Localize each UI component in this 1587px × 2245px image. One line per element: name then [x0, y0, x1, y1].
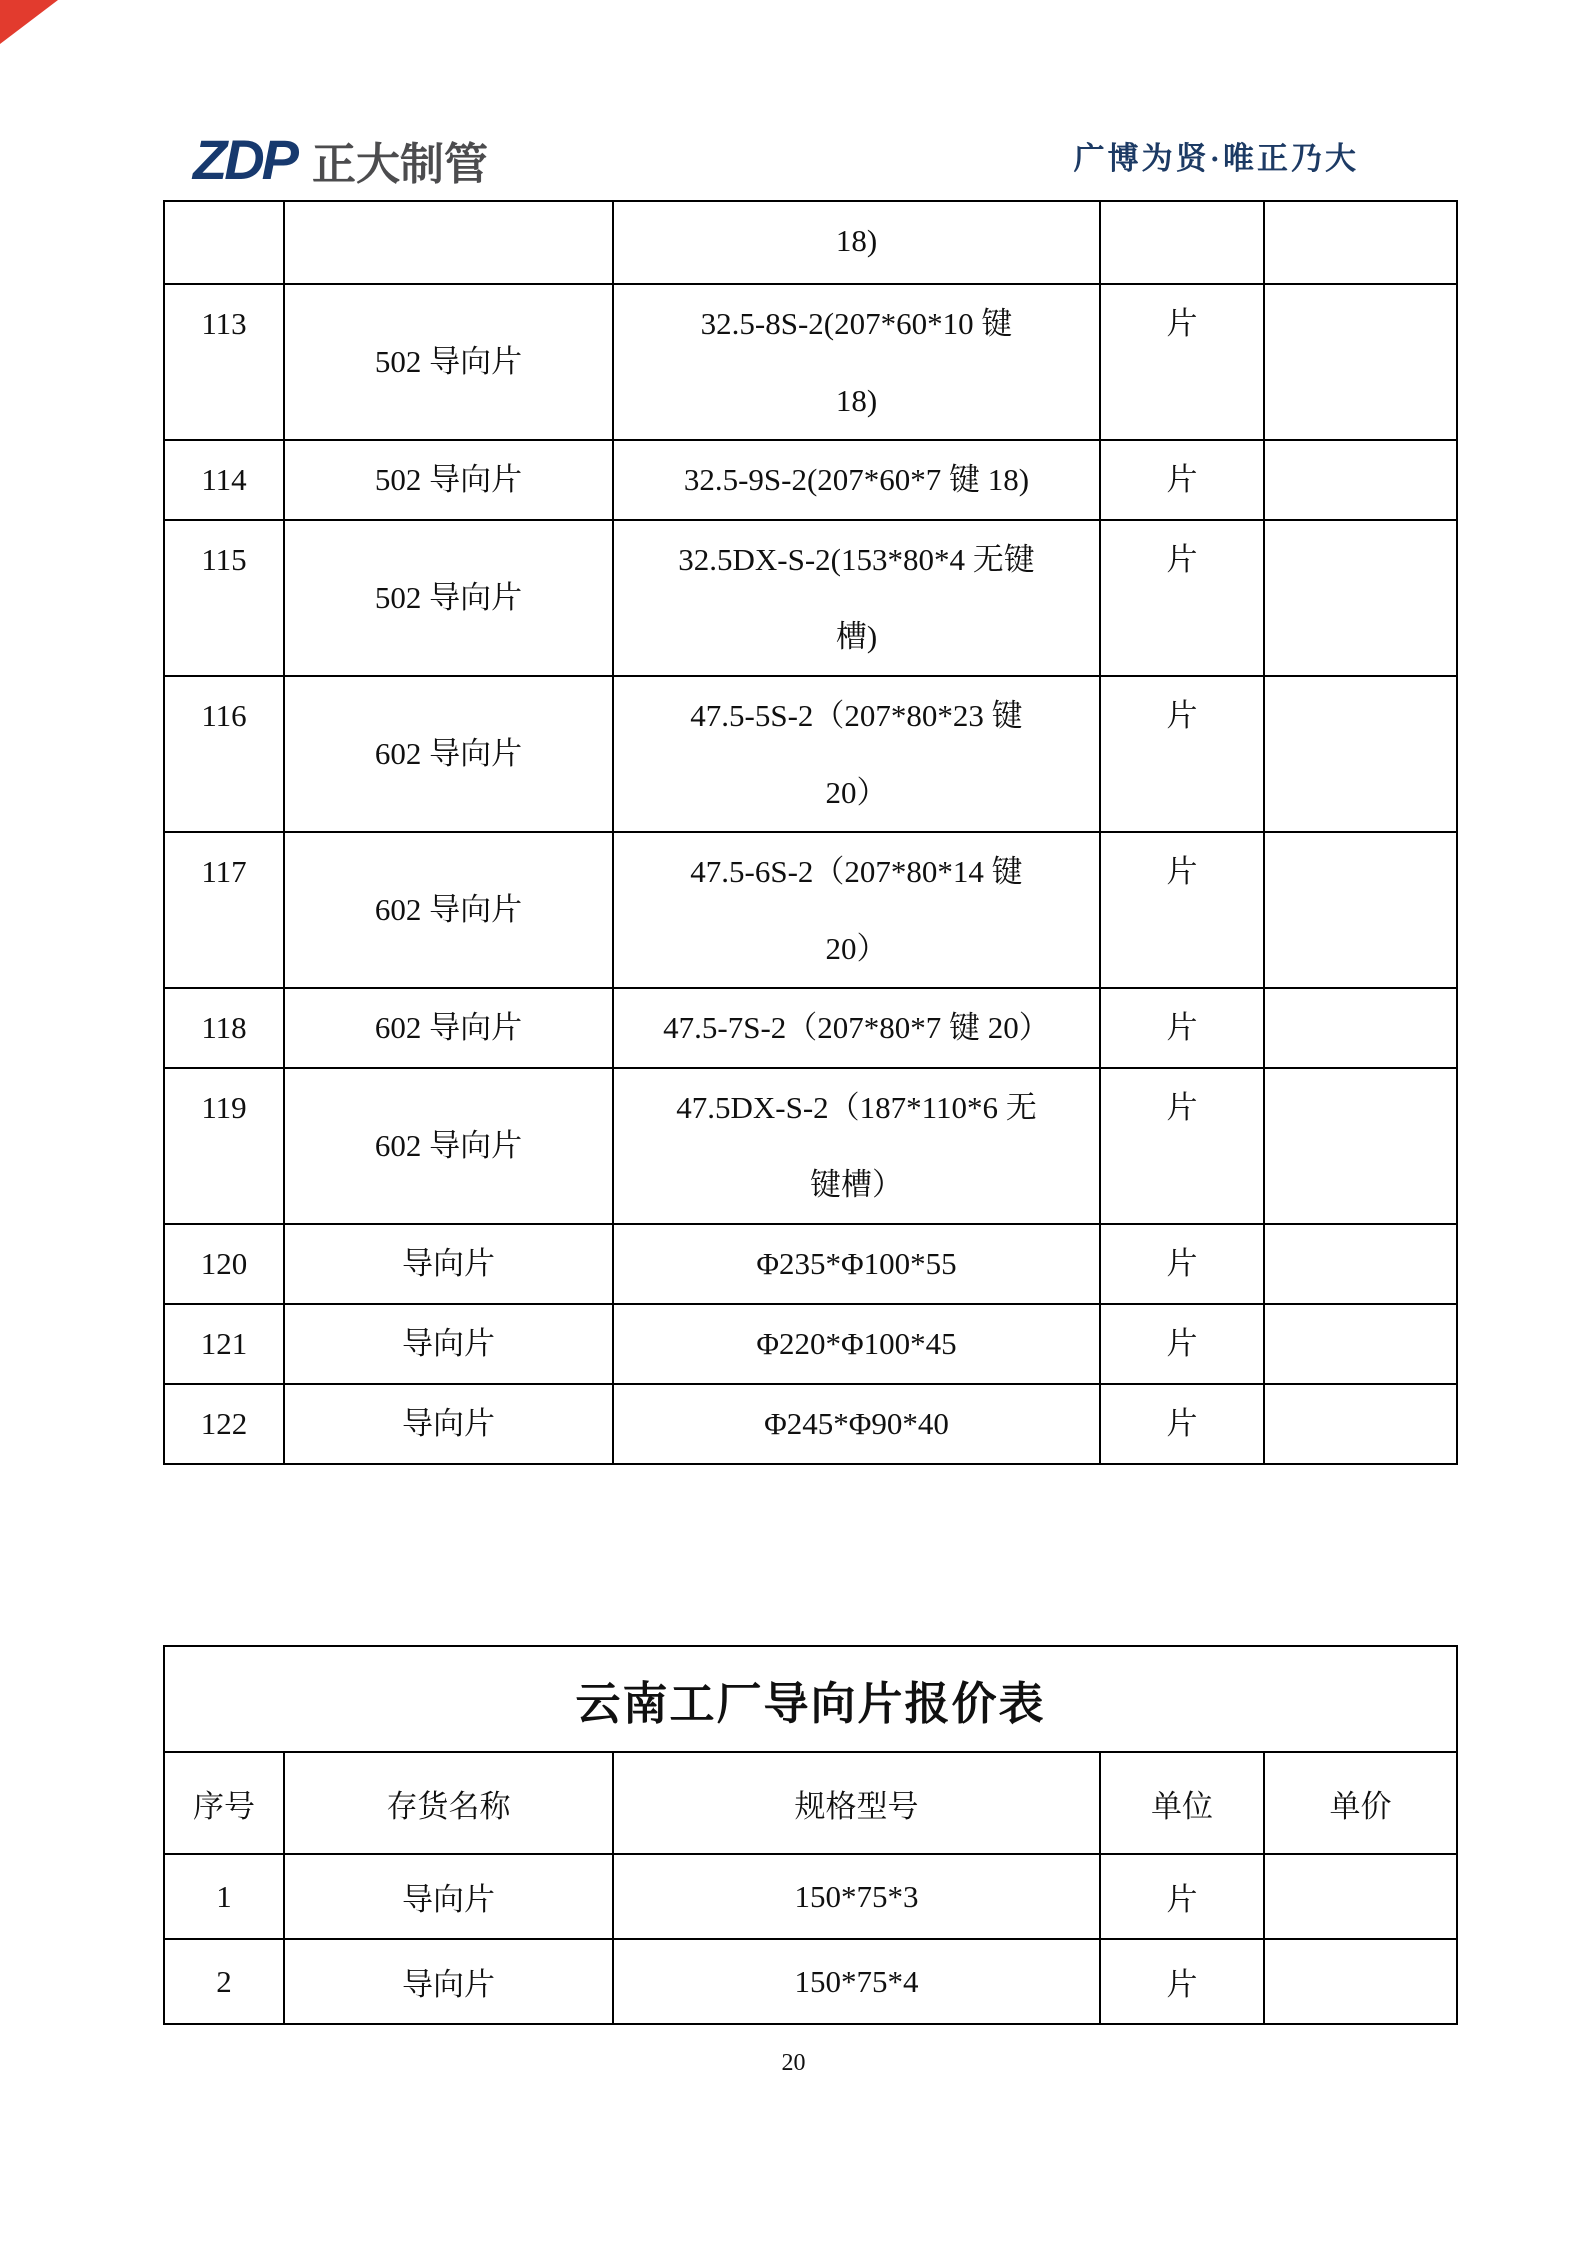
table-row — [164, 520, 1457, 676]
row-seq — [164, 201, 284, 284]
row-seq: 118 — [164, 988, 284, 1068]
row-seq: 121 — [164, 1304, 284, 1384]
row-spec — [613, 988, 1100, 1068]
row-spec — [613, 1384, 1100, 1464]
row-spec-line: 20） — [825, 775, 888, 810]
row-seq: 2 — [164, 1939, 284, 2024]
row-name: 导向片 — [284, 1939, 613, 2024]
row-name: 602 导向片 — [284, 988, 613, 1068]
row-seq: 113 — [164, 284, 284, 440]
table-row — [164, 1854, 1457, 1939]
row-spec-line: 18) — [835, 383, 878, 418]
row-name: 502 导向片 — [284, 520, 613, 676]
row-spec — [613, 832, 1100, 988]
row-seq: 117 — [164, 832, 284, 988]
guide-piece-price-table — [163, 200, 1458, 1465]
table-row — [164, 284, 1457, 440]
row-seq: 115 — [164, 520, 284, 676]
row-spec-line: 32.5-9S-2(207*60*7 键 18) — [683, 462, 1030, 497]
table-row — [164, 832, 1457, 988]
row-price — [1264, 1304, 1457, 1384]
row-name: 导向片 — [284, 1304, 613, 1384]
row-name — [284, 201, 613, 284]
row-unit: 片 — [1100, 520, 1264, 676]
corner-fold-mark — [0, 0, 58, 44]
page-number: 20 — [781, 2050, 806, 2076]
table-header-row — [164, 1752, 1457, 1854]
table-row — [164, 1224, 1457, 1304]
row-unit: 片 — [1100, 284, 1264, 440]
row-name: 602 导向片 — [284, 832, 613, 988]
row-unit: 片 — [1100, 832, 1264, 988]
row-seq: 122 — [164, 1384, 284, 1464]
row-unit: 片 — [1100, 1304, 1264, 1384]
table-row — [164, 201, 1457, 284]
header-spec: 规格型号 — [613, 1752, 1100, 1854]
row-seq: 120 — [164, 1224, 284, 1304]
row-spec-line: 32.5DX-S-2(153*80*4 无键 — [678, 542, 1035, 577]
logo-zdp-text: ZDP — [193, 128, 296, 191]
yunnan-factory-price-table — [163, 1645, 1458, 2025]
row-seq: 116 — [164, 676, 284, 832]
company-slogan: 广博为贤·唯正乃大 — [1073, 141, 1359, 176]
row-unit — [1100, 201, 1264, 284]
row-spec — [613, 1224, 1100, 1304]
table-row — [164, 1304, 1457, 1384]
table-row — [164, 1068, 1457, 1224]
header-price: 单价 — [1264, 1752, 1457, 1854]
row-price — [1264, 284, 1457, 440]
row-price — [1264, 1939, 1457, 2024]
row-unit: 片 — [1100, 1224, 1264, 1304]
row-seq: 114 — [164, 440, 284, 520]
table-title: 云南工厂导向片报价表 — [164, 1646, 1457, 1752]
row-spec-line: 键槽） — [810, 1167, 903, 1202]
row-spec-line: 32.5-8S-2(207*60*10 键 — [700, 306, 1013, 341]
row-unit: 片 — [1100, 1068, 1264, 1224]
row-price — [1264, 520, 1457, 676]
row-name: 导向片 — [284, 1384, 613, 1464]
header-seq: 序号 — [164, 1752, 284, 1854]
row-spec-line: 47.5-5S-2（207*80*23 键 — [690, 698, 1023, 733]
page-header — [163, 128, 1424, 190]
row-spec-line: 槽) — [835, 619, 878, 654]
row-unit: 片 — [1100, 440, 1264, 520]
row-spec — [613, 676, 1100, 832]
table-row — [164, 1939, 1457, 2024]
row-spec-line: 20） — [825, 931, 888, 966]
row-spec — [613, 1304, 1100, 1384]
table-row — [164, 988, 1457, 1068]
row-name: 502 导向片 — [284, 440, 613, 520]
row-price — [1264, 1224, 1457, 1304]
row-price — [1264, 1384, 1457, 1464]
row-spec — [613, 284, 1100, 440]
row-name: 602 导向片 — [284, 1068, 613, 1224]
table-row — [164, 440, 1457, 520]
row-spec-line: Φ245*Φ90*40 — [764, 1406, 949, 1441]
row-name: 602 导向片 — [284, 676, 613, 832]
row-price — [1264, 1854, 1457, 1939]
row-price — [1264, 440, 1457, 520]
row-name: 导向片 — [284, 1224, 613, 1304]
row-unit: 片 — [1100, 1939, 1264, 2024]
row-spec — [613, 201, 1100, 284]
table-row — [164, 676, 1457, 832]
row-price — [1264, 1068, 1457, 1224]
header-unit: 单位 — [1100, 1752, 1264, 1854]
row-spec — [613, 440, 1100, 520]
row-spec: 150*75*3 — [613, 1854, 1100, 1939]
row-unit: 片 — [1100, 988, 1264, 1068]
row-spec-line: Φ235*Φ100*55 — [756, 1246, 957, 1281]
table-row — [164, 1384, 1457, 1464]
header-name: 存货名称 — [284, 1752, 613, 1854]
row-seq: 1 — [164, 1854, 284, 1939]
row-name: 502 导向片 — [284, 284, 613, 440]
row-price — [1264, 832, 1457, 988]
row-name: 导向片 — [284, 1854, 613, 1939]
row-price — [1264, 988, 1457, 1068]
row-spec-line: Φ220*Φ100*45 — [756, 1326, 957, 1361]
row-seq: 119 — [164, 1068, 284, 1224]
logo-company-name: 正大制管 — [312, 140, 488, 189]
table-title-row — [164, 1646, 1457, 1752]
row-unit: 片 — [1100, 676, 1264, 832]
row-unit: 片 — [1100, 1854, 1264, 1939]
row-price — [1264, 201, 1457, 284]
row-spec-line: 18) — [835, 223, 878, 258]
row-price — [1264, 676, 1457, 832]
row-spec — [613, 520, 1100, 676]
row-spec-line: 47.5-6S-2（207*80*14 键 — [690, 854, 1023, 889]
row-spec-line: 47.5-7S-2（207*80*7 键 20） — [663, 1010, 1050, 1045]
company-logo — [193, 128, 488, 191]
row-unit: 片 — [1100, 1384, 1264, 1464]
row-spec-line: 47.5DX-S-2（187*110*6 无 — [676, 1090, 1037, 1125]
row-spec: 150*75*4 — [613, 1939, 1100, 2024]
row-spec — [613, 1068, 1100, 1224]
